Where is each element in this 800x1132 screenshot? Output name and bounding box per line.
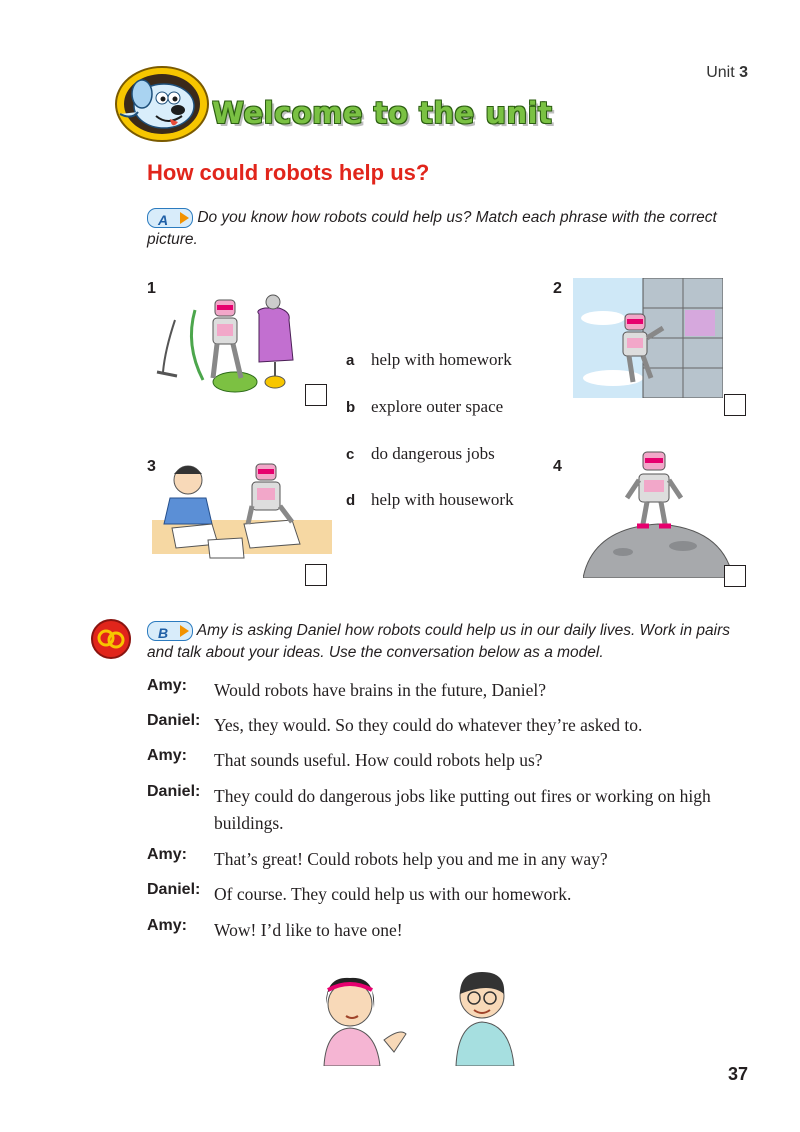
amy-and-daniel-illustration bbox=[310, 968, 550, 1066]
answer-box-1[interactable] bbox=[305, 384, 327, 406]
page-title: Welcome to the unit bbox=[212, 96, 553, 130]
robot-homework-icon bbox=[152, 458, 332, 566]
exercise-a-instruction: A Do you know how robots could help us? Match each phrase with the correct picture. bbox=[147, 209, 717, 248]
phrase-b: b explore outer space bbox=[346, 397, 504, 416]
unit-label: Unit 3 bbox=[706, 64, 748, 81]
page-number: 37 bbox=[727, 1064, 748, 1084]
exercise-a-tag: A bbox=[147, 208, 193, 228]
picture-number-3: 3 bbox=[147, 458, 156, 475]
picture-number-4: 4 bbox=[553, 458, 562, 475]
picture-number-1: 1 bbox=[147, 280, 156, 297]
answer-box-2[interactable] bbox=[724, 394, 746, 416]
phrase-a: a help with homework bbox=[346, 350, 512, 369]
phrase-d: d help with housework bbox=[346, 490, 514, 509]
arrow-right-icon bbox=[180, 625, 189, 637]
robot-on-moon-icon bbox=[583, 448, 733, 578]
answer-box-3[interactable] bbox=[305, 564, 327, 586]
robot-climbing-building-icon bbox=[573, 278, 723, 398]
robot-housework-icon bbox=[155, 290, 305, 400]
section-heading: How could robots help us? bbox=[147, 160, 430, 185]
pair-work-icon bbox=[90, 618, 132, 660]
picture-number-2: 2 bbox=[553, 280, 562, 297]
phrase-c: c do dangerous jobs bbox=[346, 444, 495, 463]
exercise-b-instruction: B Amy is asking Daniel how robots could help us in our daily lives. Work in pairs and talk about your ideas. Use the conversation below as a model. bbox=[147, 622, 730, 661]
unit-number: 3 bbox=[739, 64, 748, 81]
answer-box-4[interactable] bbox=[724, 565, 746, 587]
exercise-b-tag: B bbox=[147, 621, 193, 641]
arrow-right-icon bbox=[180, 212, 189, 224]
dog-mascot-icon bbox=[112, 64, 212, 144]
